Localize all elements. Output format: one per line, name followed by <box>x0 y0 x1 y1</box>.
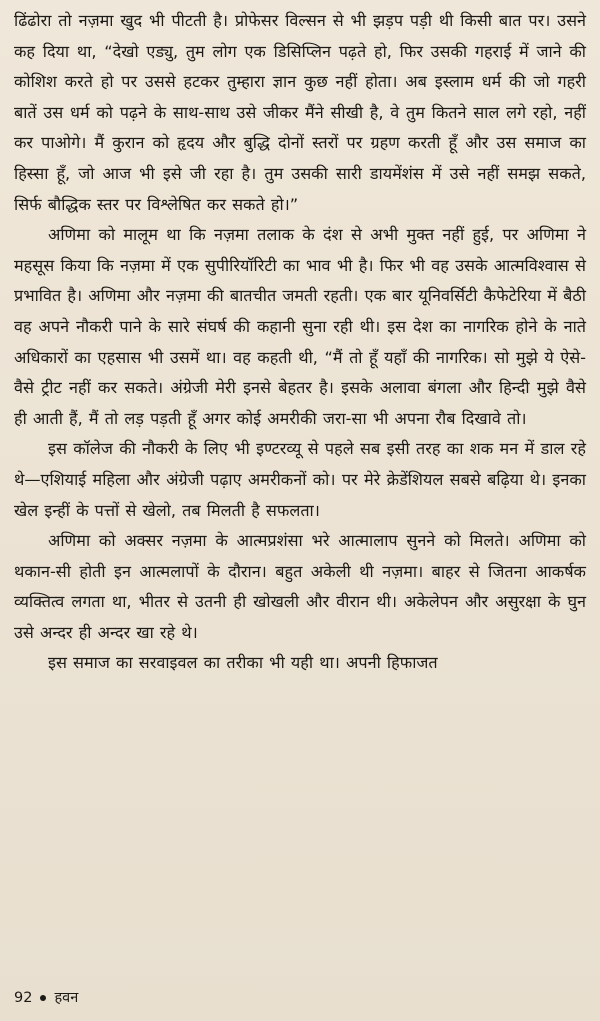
paragraph-4: अणिमा को अक्सर नज़मा के आत्मप्रशंसा भरे आत्मालाप सुनने को मिलते। अणिमा को थकान-सी होती इन आत्मलापों के दौरान। बहुत अकेली थी नज़मा। बाहर से जितना आकर्षक व्यक्तित्व लगता था, भीतर से उतनी ही खोखली और वीरान थी। अकेलेपन और असुरक्षा के घुन उसे अन्दर ही अन्दर खा रहे थे। <box>14 531 586 642</box>
paragraph-3: इस कॉलेज की नौकरी के लिए भी इण्टरव्यू से पहले सब इसी तरह का शक मन में डाल रहे थे—एशियाई महिला और अंग्रेजी पढ़ाए अमरीकनों को। पर मेरे क्रेडेंशियल सबसे बढ़िया थे। इनका खेल इन्हीं के पत्तों से खेलो, तब मिलती है सफलता। <box>14 439 586 520</box>
page-number: 92 <box>14 990 33 1006</box>
page-footer <box>14 986 78 1010</box>
book-title: हवन <box>54 990 79 1006</box>
paragraph-2: अणिमा को मालूम था कि नज़मा तलाक के दंश से अभी मुक्त नहीं हुई, पर अणिमा ने महसूस किया कि नज़मा में एक सुपीरियॉरिटी का भाव भी है। फिर भी वह उसके आत्मविश्वास से प्रभावित है। अणिमा और नज़मा की बातचीत जमती रहती। एक बार यूनिवर्सिटी कैफेटेरिया में बैठी वह अपने नौकरी पाने के सारे संघर्ष की कहानी सुना रही थी। इस देश का नागरिक होने के नाते अधिकारों का एहसास भी उसमें था। वह कहती थी, “मैं तो हूँ यहाँ की नागरिक। सो मुझे ये ऐसे-वैसे ट्रीट नहीं कर सकते। अंग्रेजी मेरी इनसे बेहतर है। इसके अलावा बंगला और हिन्दी मुझे वैसे ही आती हैं, मैं तो लड़ पड़ती हूँ अगर कोई अमरीकी जरा-सा भी अपना रौब दिखावे तो। <box>14 225 586 428</box>
paragraph-5: इस समाज का सरवाइवल का तरीका भी यही था। अपनी हिफाजत <box>48 653 438 673</box>
bullet-separator-icon <box>40 995 46 1001</box>
paragraph-1: ढिंढोरा तो नज़मा खुद भी पीटती है। प्रोफेसर विल्सन से भी झड़प पड़ी थी किसी बात पर। उसने कह दिया था, “देखो एड्यु, तुम लोग एक डिसिप्लिन पढ़ते हो, फिर उसकी गहराई में जाने की कोशिश करते हो पर उससे हटकर तुम्हारा ज्ञान कुछ नहीं होता। अब इस्लाम धर्म की जो गहरी बातें उस धर्म को पढ़ने के साथ-साथ उसे जीकर मैंने सीखी है, वे तुम कितने साल लगे रहो, नहीं कर पाओगे। मैं कुरान को हृदय और बुद्धि दोनों स्तरों पर ग्रहण करती हूँ और उस समाज का हिस्सा हूँ, जो आज भी इसे जी रहा है। तुम उसकी सारी डायमेंशंस में उसे नहीं समझ सकते, सिर्फ बौद्धिक स्तर पर विश्लेषित कर सकते हो।” <box>14 11 586 214</box>
